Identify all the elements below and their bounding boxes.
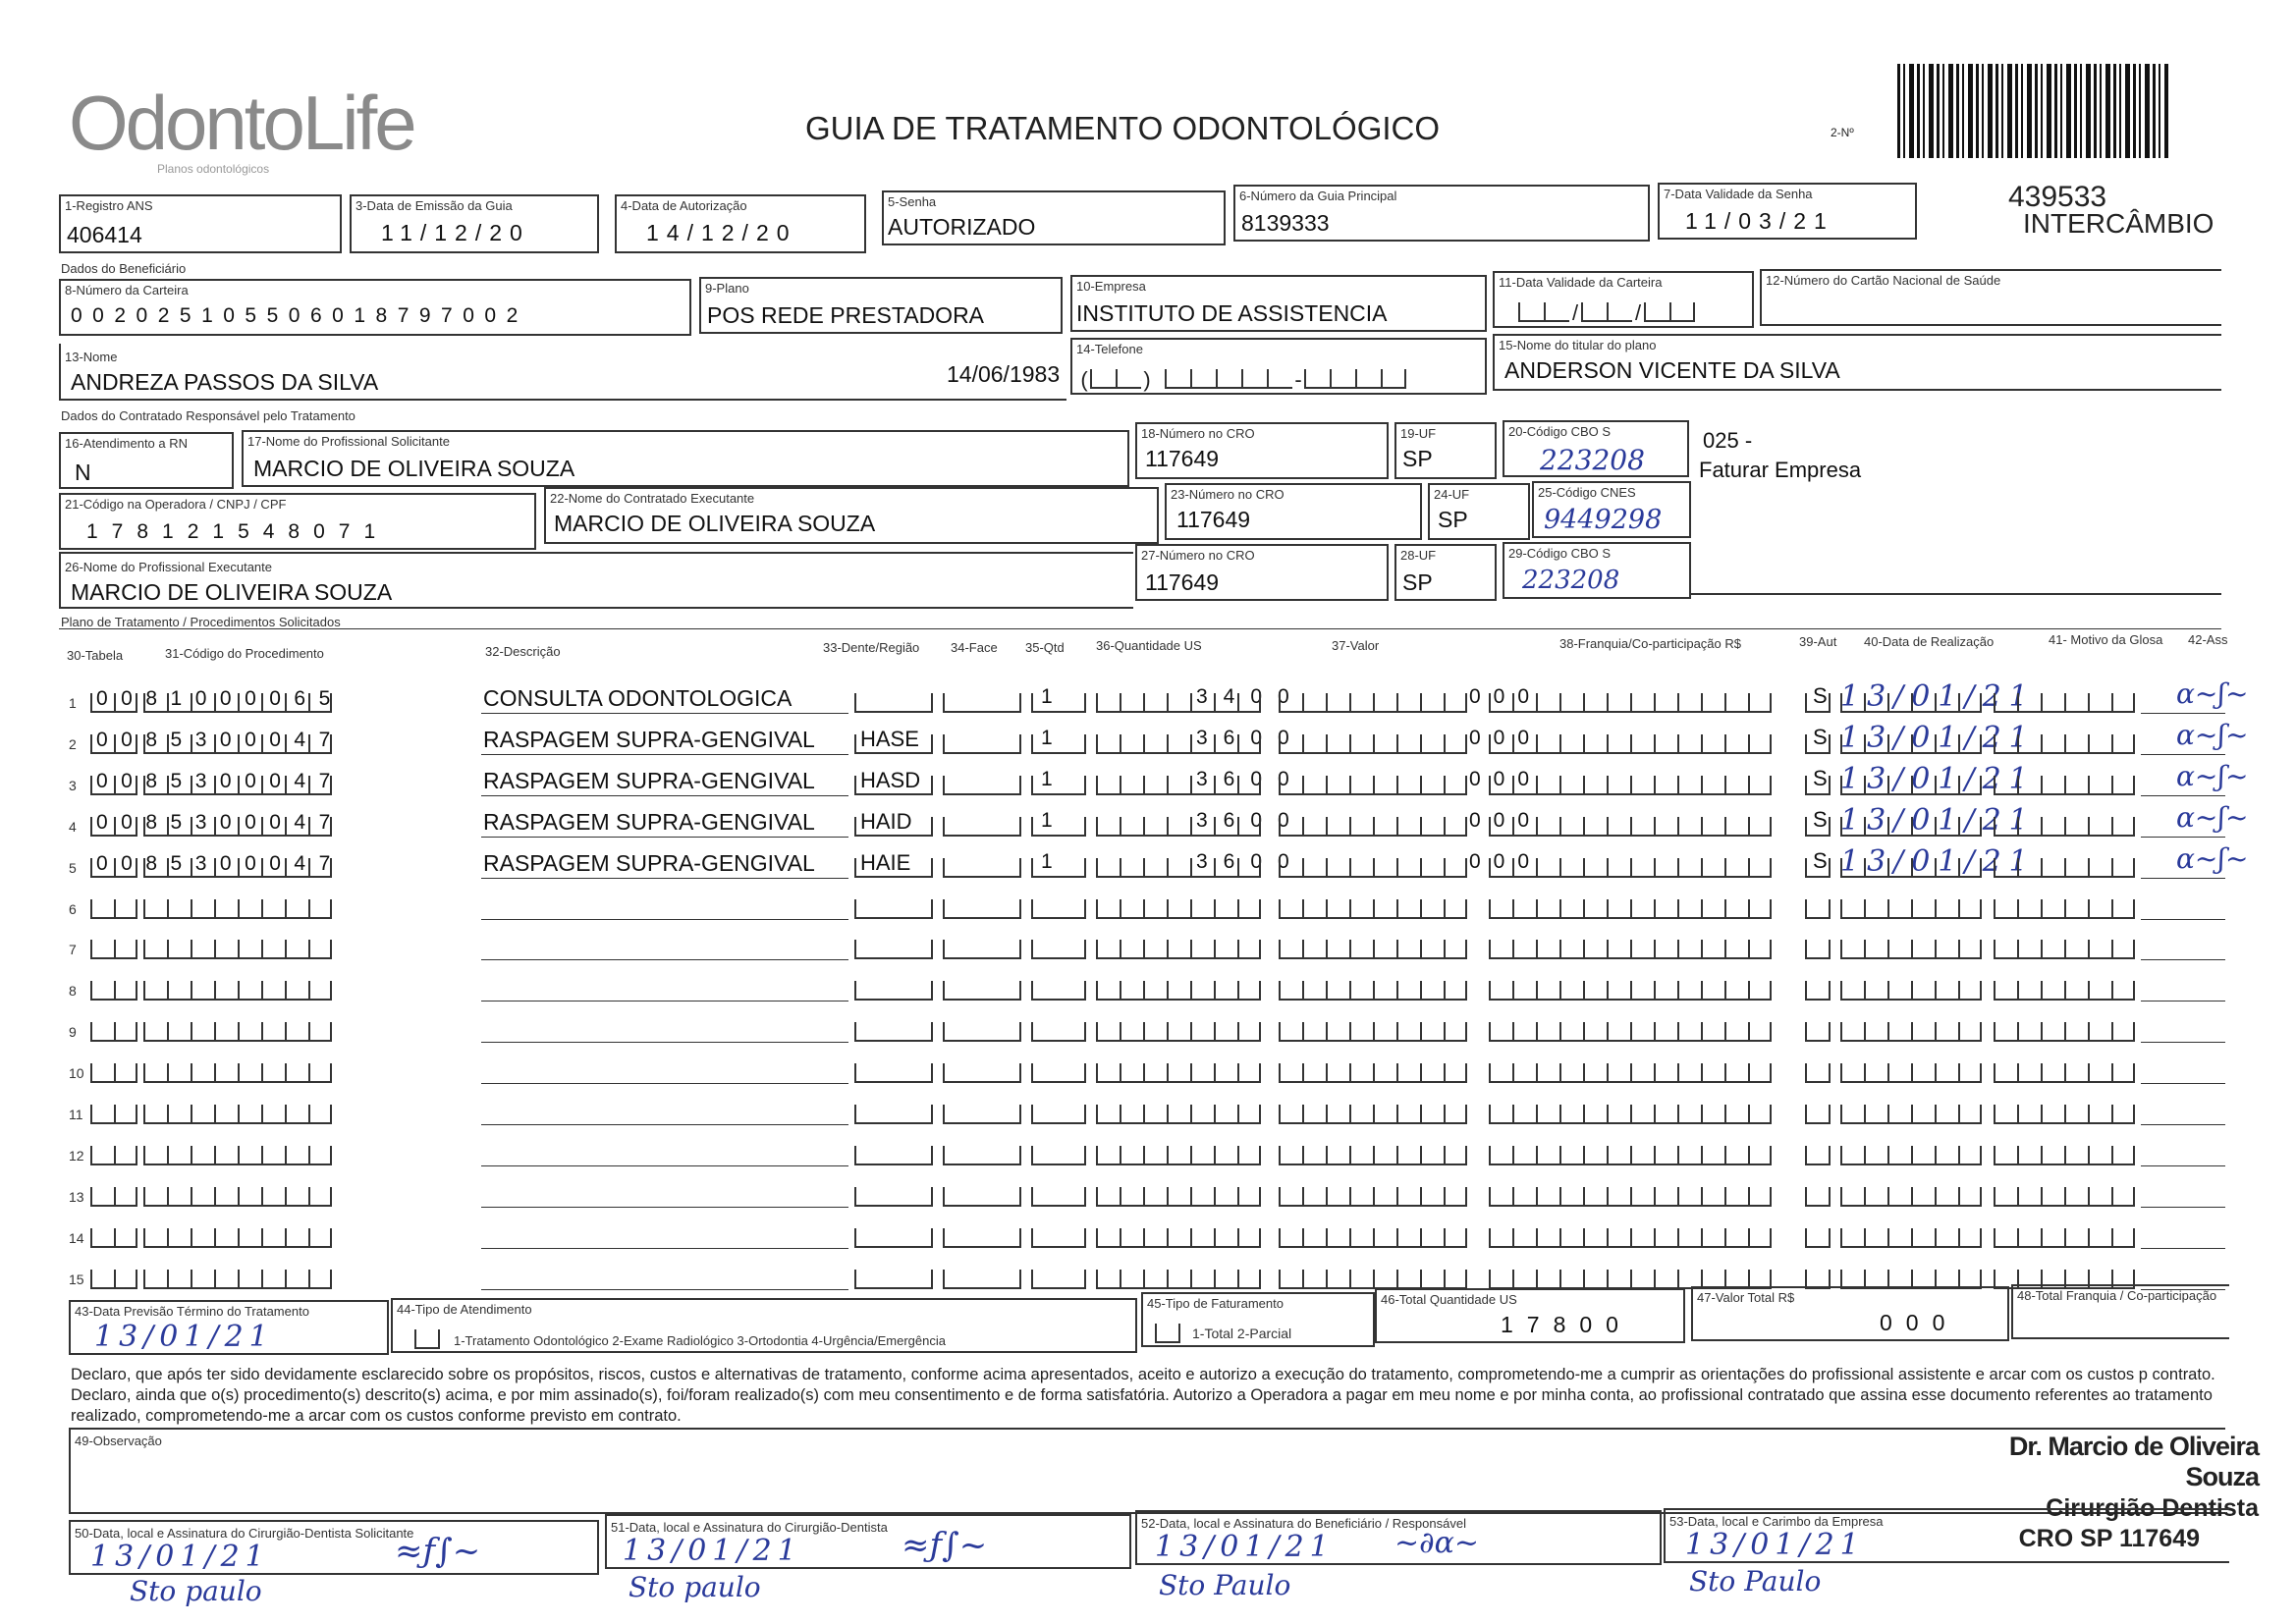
field-plano: 9-Plano POS REDE PRESTADORA xyxy=(699,277,1063,334)
sign-52-place: Sto Paulo xyxy=(1159,1569,1291,1601)
field-uf-19: 19-UF SP xyxy=(1394,422,1497,479)
cbo-20-handwritten: 223208 xyxy=(1540,444,1645,476)
procedure-dente: HASD xyxy=(860,767,921,792)
field-codigo-operadora: 21-Código na Operadora / CNPJ / CPF 178121548071 xyxy=(59,493,536,550)
procedure-description: RASPAGEM SUPRA-GENGIVAL xyxy=(483,767,815,793)
col-data-realizacao: 40-Data de Realização xyxy=(1864,634,1995,649)
field-atendimento-rn: 16-Atendimento a RN N xyxy=(59,432,234,489)
senha-value: AUTORIZADO xyxy=(888,214,1036,240)
procedure-qtd: 1 xyxy=(1041,849,1053,873)
uf-24-value: SP xyxy=(1438,507,1468,532)
table-row xyxy=(0,1097,2296,1136)
empresa-value: INSTITUTO DE ASSISTENCIA xyxy=(1076,300,1388,326)
procedure-dente: HAID xyxy=(860,808,912,834)
procedure-valor: 000 xyxy=(1469,849,1543,873)
sign-50-place: Sto paulo xyxy=(130,1575,262,1607)
prof-executante-value: MARCIO DE OLIVEIRA SOUZA xyxy=(71,579,393,605)
guia-principal-value: 8139333 xyxy=(1241,210,1330,236)
barcode xyxy=(1897,64,2168,158)
field-observacao: 49-Observação xyxy=(69,1428,2225,1514)
procedure-us: 3400 xyxy=(1196,685,1305,708)
row-number: 10 xyxy=(69,1065,84,1082)
field-total-us: 46-Total Quantidade US 17800 xyxy=(1375,1288,1685,1343)
registro-ans-value: 406414 xyxy=(67,222,142,247)
field-cnes: 25-Código CNES 9449298 xyxy=(1532,481,1691,538)
procedure-valor: 000 xyxy=(1469,685,1543,708)
field-validade-carteira: 11-Data Validade da Carteira / / xyxy=(1493,271,1754,328)
procedure-description: RASPAGEM SUPRA-GENGIVAL xyxy=(483,726,815,752)
table-row xyxy=(0,841,2296,890)
procedure-aut: S xyxy=(1813,847,1828,873)
field-cns: 12-Número do Cartão Nacional de Saúde xyxy=(1760,269,2221,326)
field-tipo-atendimento: 44-Tipo de Atendimento 1-Tratamento Odontológico 2-Exame Radiológico 3-Ortodontia 4-Urgência/Emergência xyxy=(391,1298,1137,1353)
table-row xyxy=(0,932,2296,971)
table-row xyxy=(0,1138,2296,1177)
logo: OdontoLife Planos odontológicos xyxy=(69,80,414,176)
intercambio-label: INTERCÂMBIO xyxy=(2023,208,2214,239)
procedure-data-realizacao: 13/01/21 xyxy=(1840,679,2036,714)
sign-53-place: Sto Paulo xyxy=(1689,1565,1822,1597)
field-sign-51: 51-Data, local e Assinatura do Cirurgião-Dentista 13/01/21 ≈ƒ∫~ xyxy=(605,1514,1131,1569)
col-dente: 33-Dente/Região xyxy=(823,640,920,655)
row-number: 5 xyxy=(69,859,77,876)
sign-52-signature: ~∂ɑ~ xyxy=(1394,1526,1480,1560)
procedure-signature: ɑ~ʃ~ xyxy=(2176,800,2249,834)
data-autorizacao-value: 14/12/20 xyxy=(646,220,797,245)
table-row xyxy=(0,759,2296,807)
procedure-signature: ɑ~ʃ~ xyxy=(2176,718,2249,751)
row-number: 2 xyxy=(69,735,77,752)
cro-18-value: 117649 xyxy=(1145,446,1220,471)
field-previsao: 43-Data Previsão Término do Tratamento 13/01/21 xyxy=(69,1300,389,1355)
row-number: 12 xyxy=(69,1147,84,1164)
row-number: 9 xyxy=(69,1024,77,1041)
procedure-aut: S xyxy=(1813,724,1828,749)
procedure-us: 3600 xyxy=(1196,808,1305,832)
validade-senha-value: 11/03/21 xyxy=(1685,208,1834,234)
col-descricao: 32-Descrição xyxy=(485,644,561,659)
field-contratado-exec: 22-Nome do Contratado Executante MARCIO DE OLIVEIRA SOUZA xyxy=(544,487,1159,544)
data-emissao-value: 11/12/20 xyxy=(381,220,530,245)
table-row xyxy=(0,800,2296,848)
previsao-handwritten: 13/01/21 xyxy=(94,1320,274,1354)
procedure-aut: S xyxy=(1813,683,1828,708)
section-contratado: Dados do Contratado Responsável pelo Tratamento xyxy=(61,408,355,423)
procedure-description: RASPAGEM SUPRA-GENGIVAL xyxy=(483,849,815,876)
row-number: 7 xyxy=(69,942,77,958)
row-number: 13 xyxy=(69,1188,84,1205)
titular-value: ANDERSON VICENTE DA SILVA xyxy=(1504,357,1840,383)
field-titular: 15-Nome do titular do plano ANDERSON VICENTE DA SILVA xyxy=(1493,334,2221,391)
field-uf-24: 24-UF SP xyxy=(1428,483,1530,540)
field-senha: 5-Senha AUTORIZADO xyxy=(882,190,1226,245)
field-carteira: 8-Número da Carteira 002025105506018797002 xyxy=(59,279,691,336)
table-row xyxy=(0,973,2296,1012)
procedure-valor: 000 xyxy=(1469,808,1543,832)
faturar-text: Faturar Empresa xyxy=(1699,458,1862,482)
col-qtd: 35-Qtd xyxy=(1025,640,1065,655)
sign-50-date: 13/01/21 xyxy=(90,1540,270,1574)
carteira-value: 002025105506018797002 xyxy=(71,304,528,327)
col-codigo: 31-Código do Procedimento xyxy=(165,646,324,661)
procedure-dente: HAIE xyxy=(860,849,911,875)
sign-50-signature: ≈ƒ∫~ xyxy=(395,1532,481,1571)
codigo-operadora-value: 178121548071 xyxy=(86,520,390,543)
field-data-emissao: 3-Data de Emissão da Guia 11/12/20 xyxy=(350,194,599,253)
row-number: 8 xyxy=(69,983,77,1000)
table-row xyxy=(0,1056,2296,1095)
procedure-description: RASPAGEM SUPRA-GENGIVAL xyxy=(483,808,815,835)
total-us-value: 17800 xyxy=(1501,1312,1632,1337)
col-quantidade-us: 36-Quantidade US xyxy=(1096,638,1202,653)
uf-19-value: SP xyxy=(1402,446,1433,471)
declaracao-text: Declaro, que após ter sido devidamente esclarecido sobre os propósitos, riscos, custos e alternativas de tratamento, conforme acima apresentados, aceito e autorizo a execução do tratamento, comprometendo-me a cumprir as orientações do profissional assistente e arcar com os custos p contrato. Declaro, ainda que o(s) procedimento(s) descrito(s) acima, e por mim assinado(s), foi/foram realizado(s) com meu consentimento e de forma satisfatória. Autorizo a Operadora a pagar em meu nome e por minha conta, ao profissional contratado que assina esse documento referentes ao tratamento realizado, comprometendo-me a arcar com os custos conforme previsto em contrato. xyxy=(71,1366,2215,1425)
row-number: 1 xyxy=(69,695,77,711)
sign-52-date: 13/01/21 xyxy=(1155,1530,1335,1564)
cbo-29-handwritten: 223208 xyxy=(1522,566,1620,595)
birth-date: 14/06/1983 xyxy=(947,361,1061,387)
sign-51-place: Sto paulo xyxy=(629,1571,761,1603)
procedure-code: 0085300047 xyxy=(96,728,344,751)
contratado-exec-value: MARCIO DE OLIVEIRA SOUZA xyxy=(554,511,876,536)
procedure-aut: S xyxy=(1813,765,1828,790)
procedure-code: 0085300047 xyxy=(96,810,344,834)
table-row xyxy=(0,677,2296,725)
cro-27-value: 117649 xyxy=(1145,569,1220,595)
cro-23-value: 117649 xyxy=(1176,507,1251,532)
field-uf-28: 28-UF SP xyxy=(1394,544,1497,601)
row-number: 6 xyxy=(69,900,77,917)
procedure-qtd: 1 xyxy=(1041,808,1053,832)
field-registro-ans: 1-Registro ANS 406414 xyxy=(59,194,342,253)
procedure-code: 0081000065 xyxy=(96,687,344,710)
field-cbo-29: 29-Código CBO S 223208 xyxy=(1503,542,1691,599)
row-number: 4 xyxy=(69,818,77,835)
form-title: GUIA DE TRATAMENTO ODONTOLÓGICO xyxy=(805,110,1441,146)
faturar-code: 025 - xyxy=(1703,428,1753,453)
field-prof-solicitante: 17-Nome do Profissional Solicitante MARCIO DE OLIVEIRA SOUZA xyxy=(242,430,1129,487)
field-empresa: 10-Empresa INSTITUTO DE ASSISTENCIA xyxy=(1070,275,1487,332)
plano-value: POS REDE PRESTADORA xyxy=(707,302,985,328)
procedure-description: CONSULTA ODONTOLOGICA xyxy=(483,685,793,711)
field-cro-27: 27-Número no CRO 117649 xyxy=(1135,544,1389,601)
sign-51-date: 13/01/21 xyxy=(623,1534,802,1568)
uf-28-value: SP xyxy=(1402,569,1433,595)
field-cbo-20: 20-Código CBO S 223208 xyxy=(1503,420,1689,477)
col-valor: 37-Valor xyxy=(1332,638,1380,653)
procedure-valor: 000 xyxy=(1469,767,1543,790)
field-validade-senha: 7-Data Validade da Senha 11/03/21 xyxy=(1658,183,1917,240)
table-row xyxy=(0,718,2296,766)
procedure-valor: 000 xyxy=(1469,726,1543,749)
field-cro-18: 18-Número no CRO 117649 xyxy=(1135,422,1389,479)
row-number: 15 xyxy=(69,1271,84,1287)
col-motivo-glosa: 41- Motivo da Glosa xyxy=(2049,632,2163,647)
valor-total-value: 000 xyxy=(1880,1310,1959,1335)
procedure-qtd: 1 xyxy=(1041,685,1053,708)
field-prof-executante: 26-Nome do Profissional Executante MARCIO DE OLIVEIRA SOUZA xyxy=(59,552,1133,609)
field-sign-50: 50-Data, local e Assinatura do Cirurgião-Dentista Solicitante 13/01/21 ≈ƒ∫~ xyxy=(69,1520,599,1575)
table-row xyxy=(0,1220,2296,1260)
procedure-data-realizacao: 13/01/21 xyxy=(1840,720,2036,755)
procedure-qtd: 1 xyxy=(1041,726,1053,749)
section-plano: Plano de Tratamento / Procedimentos Solicitados xyxy=(61,615,341,629)
procedure-dente: HASE xyxy=(860,726,919,751)
guia-number: 439533 xyxy=(2008,181,2107,213)
field-telefone: 14-Telefone ( ) - xyxy=(1070,338,1487,395)
cnes-handwritten: 9449298 xyxy=(1544,505,1663,535)
row-number: 3 xyxy=(69,777,77,793)
row-number: 11 xyxy=(69,1107,83,1122)
table-row xyxy=(0,892,2296,931)
atendimento-rn-value: N xyxy=(75,460,91,485)
procedure-qtd: 1 xyxy=(1041,767,1053,790)
col-assinatura: 42-Ass xyxy=(2188,632,2228,647)
table-row xyxy=(0,1179,2296,1218)
dentist-stamp: Dr. Marcio de Oliveira Souza Cirurgião Dentista CRO SP 117649 xyxy=(2008,1432,2259,1552)
guia-number-label: 2-Nº xyxy=(1831,126,1854,139)
table-row xyxy=(0,1014,2296,1054)
procedure-us: 3600 xyxy=(1196,849,1305,873)
sign-53-date: 13/01/21 xyxy=(1685,1528,1865,1562)
field-guia-principal: 6-Número da Guia Principal 8139333 xyxy=(1233,185,1650,242)
field-data-autorizacao: 4-Data de Autorização 14/12/20 xyxy=(615,194,866,253)
col-franquia: 38-Franquia/Co-participação R$ xyxy=(1559,636,1741,651)
col-face: 34-Face xyxy=(951,640,998,655)
prof-solicitante-value: MARCIO DE OLIVEIRA SOUZA xyxy=(253,456,575,481)
procedure-us: 3600 xyxy=(1196,767,1305,790)
procedure-data-realizacao: 13/01/21 xyxy=(1840,843,2036,879)
field-sign-52: 52-Data, local e Assinatura do Beneficiário / Responsável 13/01/21 ~∂ɑ~ xyxy=(1135,1510,1662,1565)
row-number: 14 xyxy=(69,1229,84,1246)
sign-51-signature: ≈ƒ∫~ xyxy=(902,1526,988,1565)
field-total-franquia: 48-Total Franquia / Co-participação xyxy=(2011,1284,2229,1339)
procedure-signature: ɑ~ʃ~ xyxy=(2176,841,2249,875)
field-tipo-faturamento: 45-Tipo de Faturamento 1-Total 2-Parcial xyxy=(1141,1292,1375,1347)
procedure-data-realizacao: 13/01/21 xyxy=(1840,802,2036,838)
nome-value: ANDREZA PASSOS DA SILVA xyxy=(71,369,379,395)
procedure-us: 3600 xyxy=(1196,726,1305,749)
field-cro-23: 23-Número no CRO 117649 xyxy=(1165,483,1422,540)
procedure-data-realizacao: 13/01/21 xyxy=(1840,761,2036,796)
procedure-signature: ɑ~ʃ~ xyxy=(2176,677,2249,710)
procedure-code: 0085300047 xyxy=(96,851,344,875)
col-tabela: 30-Tabela xyxy=(67,648,124,663)
field-sign-53: 53-Data, local e Carimbo da Empresa 13/01/21 xyxy=(1664,1508,2229,1563)
procedure-aut: S xyxy=(1813,806,1828,832)
procedure-code: 0085300047 xyxy=(96,769,344,792)
procedure-signature: ɑ~ʃ~ xyxy=(2176,759,2249,792)
field-valor-total: 47-Valor Total R$ 000 xyxy=(1691,1286,2009,1341)
section-beneficiario: Dados do Beneficiário xyxy=(61,261,187,276)
field-nome: 13-Nome ANDREZA PASSOS DA SILVA 14/06/1983 xyxy=(59,344,1066,401)
col-aut: 39-Aut xyxy=(1799,634,1837,649)
